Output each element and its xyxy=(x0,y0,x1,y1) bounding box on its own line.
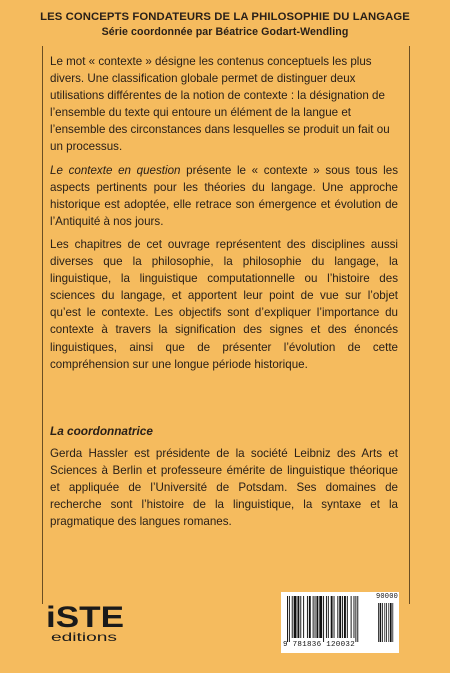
series-subtitle: Série coordonnée par Béatrice Godart-Wendling xyxy=(101,26,349,38)
series-header xyxy=(0,9,450,40)
coordinator-heading: La coordonnatrice xyxy=(50,424,153,438)
series-title: LES CONCEPTS FONDATEURS DE LA PHILOSOPHIE DU LANGAGE xyxy=(40,11,410,23)
book-title: Le contexte en question xyxy=(50,163,181,177)
isbn-barcode xyxy=(281,592,399,653)
coordinator-bio: Gerda Hassler est présidente de la société Leibniz des Arts et Sciences à Berlin et professeure émérite de linguistique théorique et appliquée de l’Université de Potsdam. Ses domaines de recherche sont l’histoire de la linguistique, la syntaxe et la pragmatique des langues romanes. xyxy=(50,447,398,529)
logo-wordmark: iSTE xyxy=(46,601,124,634)
logo-editions: editions xyxy=(51,630,117,643)
isbn-digits: 9 781836 120032 xyxy=(283,641,356,649)
description xyxy=(50,53,398,379)
iste-logo-icon xyxy=(45,601,129,643)
paragraph-chapters: Les chapitres de cet ouvrage représentent des disciplines aussi diverses que la philosophie, la philosophie du langage, la linguistique, la linguistique computationnelle ou l’histoire des sciences du langage, et apportent leur point de vue sur l’objet qu’est le contexte. Les objectifs sont d’expliquer l’importance du contexte à travers la signification des signes et des énoncés linguistiques, ainsi que de présenter l’évolution de cette compréhension sur une longue période historique. xyxy=(50,237,398,371)
paragraph-definition: Le mot « contexte » désigne les contenus conceptuels les plus divers. Une classification globale permet de distinguer deux utilisations différentes de la notion de contexte : la désignation de l’ensemble du texte qui entoure un élément de la langue et l’ensemble des circonstances dans lesquelles se produit un fait ou un processus. xyxy=(50,55,390,154)
publisher-logo xyxy=(45,601,129,643)
price-addon: 90000 xyxy=(376,593,399,601)
paragraph-book-summary xyxy=(50,162,398,230)
book-summary-text: présente le « contexte » sous tous les aspects pertinents pour les théories du langage. Une approche historique est adoptée, elle retrace son émergence et évolution de l’Antiquité à nos jours. xyxy=(50,163,398,228)
left-rule xyxy=(42,46,43,604)
right-rule xyxy=(409,46,410,604)
